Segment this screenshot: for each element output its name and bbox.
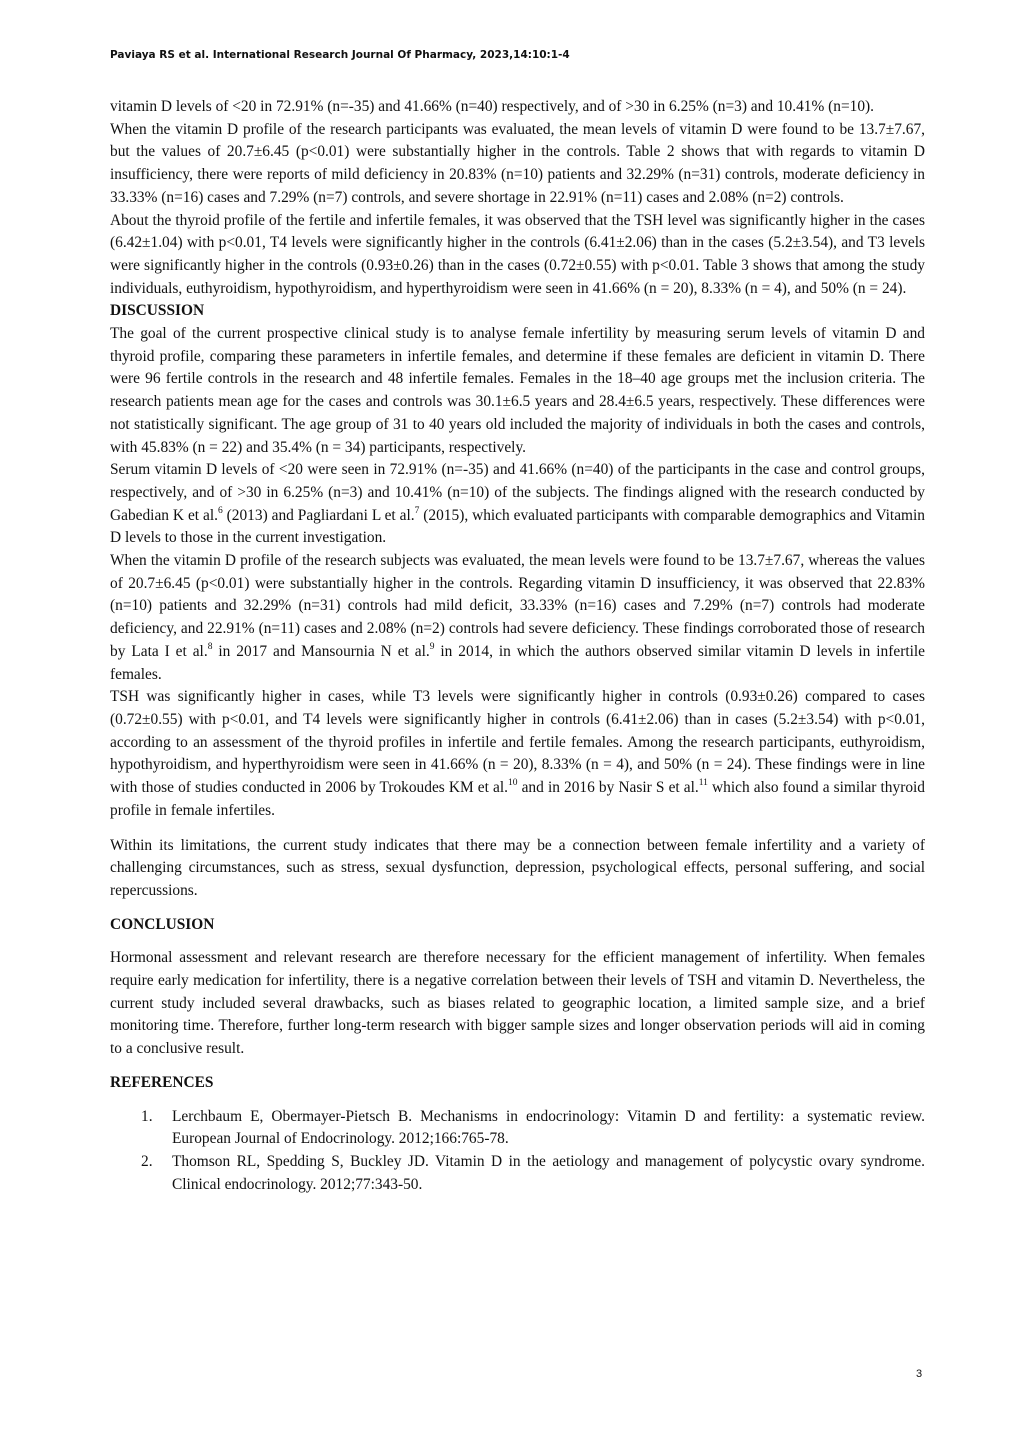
citation-superscript: 10 xyxy=(507,777,518,788)
reference-item xyxy=(110,1106,925,1151)
text-run: (2013) and Pagliardani L et al. xyxy=(222,506,415,524)
results-paragraph-2: When the vitamin D profile of the research participants was evaluated, the mean levels of vitamin D were found to be 13.7±7.67, but the values of 20.7±6.45 (p<0.01) were substantially higher in the controls. Table 2 shows that with regards to vitamin D insufficiency, there were reports of mild deficiency in 20.83% (n=10) patients and 32.29% (n=31) controls, moderate deficiency in 33.33% (n=16) cases and 7.29% (n=7) controls, and severe shortage in 22.91% (n=11) cases and 2.08% (n=2) controls. xyxy=(110,120,925,206)
page-number: 3 xyxy=(916,1368,923,1380)
reference-text: Lerchbaum E, Obermayer-Pietsch B. Mechanisms in endocrinology: Vitamin D and fertility: a systematic review. European Journal of Endocrinology. 2012;166:765-78. xyxy=(172,1107,925,1148)
text-run: (2015), which evaluated participants with comparable demographics and Vitamin D levels to those in the current investigation. xyxy=(110,506,925,547)
text-run: which also found a similar thyroid profile in female infertiles. xyxy=(110,779,925,819)
discussion-paragraph-5: Within its limitations, the current study indicates that there may be a connection between female infertility and a variety of challenging circumstances, such as stress, sexual dysfunction, depression, psychological effects, personal suffering, and social repercussions. xyxy=(110,836,925,899)
references-heading: REFERENCES xyxy=(110,1073,214,1091)
text-run: in 2017 and Mansournia N et al. xyxy=(212,642,430,660)
text-run: and in 2016 by Nasir S et al. xyxy=(517,779,699,797)
reference-number: 1. xyxy=(141,1107,153,1125)
conclusion-heading: CONCLUSION xyxy=(110,915,215,933)
results-paragraph-3: About the thyroid profile of the fertile and infertile females, it was observed that the TSH level was significantly higher in the cases (6.42±1.04) with p<0.01, T4 levels were significantly higher in the controls (6.41±2.06) than in the cases (5.2±3.54), and T3 levels were significantly higher in the controls (0.93±0.26) than in the cases (0.72±0.55) with p<0.01. Table 3 shows that among the study individuals, euthyroidism, hypothyroidism, and hyperthyroidism were seen in 41.66% (n = 20), 8.33% (n = 4), and 50% (n = 24). xyxy=(110,211,925,297)
conclusion-paragraph: Hormonal assessment and relevant research are therefore necessary for the efficient management of infertility. When females require early medication for infertility, there is a negative correlation between their levels of TSH and vitamin D. Nevertheless, the current study included several drawbacks, such as biases related to geographic location, a limited sample size, and a brief monitoring time. Therefore, further long-term research with bigger sample sizes and longer observation periods will aid in coming to a conclusive result. xyxy=(110,949,925,1058)
text-run: Serum vitamin D levels of <20 were seen in 72.91% (n=-35) and 41.66% (n=40) of the participants in the case and control groups, respectively, and of >30 in 6.25% (n=3) and 10.41% (n=10) of the subjects. The findings aligned with the research conducted by Gabedian K et al. xyxy=(110,461,925,524)
citation-superscript: 7 xyxy=(414,505,420,516)
discussion-paragraph-3 xyxy=(110,550,925,686)
running-header: Paviaya RS et al. International Research Journal Of Pharmacy, 2023,14:10:1-4 xyxy=(110,49,570,61)
text-run: When the vitamin D profile of the research subjects was evaluated, the mean levels were found to be 13.7±7.67, whereas the values of 20.7±6.45 (p<0.01) were substantially higher in the controls. Regarding vitamin D insufficiency, it was observed that 22.83% (n=10) patients and 32.29% (n=31) controls had mild deficit, 33.33% (n=16) cases and 7.29% (n=7) controls had moderate deficiency, and 22.91% (n=11) cases and 2.08% (n=2) controls had severe deficiency. These findings corroborated those of research by Lata I et al. xyxy=(110,552,925,660)
reference-item xyxy=(110,1151,925,1196)
text-run: in 2014, in which the authors observed similar vitamin D levels in infertile females. xyxy=(110,642,925,683)
article-body xyxy=(110,96,925,1196)
discussion-heading: DISCUSSION xyxy=(110,302,205,320)
reference-number: 2. xyxy=(141,1152,153,1170)
results-paragraph-1: vitamin D levels of <20 in 72.91% (n=-35) and 41.66% (n=40) respectively, and of >30 in 6.25% (n=3) and 10.41% (n=10). xyxy=(110,98,875,115)
citation-superscript: 6 xyxy=(217,505,223,516)
reference-text: Thomson RL, Spedding S, Buckley JD. Vitamin D in the aetiology and management of polycystic ovary syndrome. Clinical endocrinology. 2012;77:343-50. xyxy=(172,1152,925,1193)
citation-superscript: 8 xyxy=(207,641,213,652)
discussion-paragraph-2 xyxy=(110,459,925,550)
citation-superscript: 11 xyxy=(698,777,708,788)
citation-superscript: 9 xyxy=(429,641,435,652)
discussion-paragraph-4 xyxy=(110,686,925,822)
references-list xyxy=(110,1106,925,1197)
discussion-paragraph-1: The goal of the current prospective clinical study is to analyse female infertility by measuring serum levels of vitamin D and thyroid profile, comparing these parameters in infertile females, and determine if these females are deficient in vitamin D. There were 96 fertile controls in the research and 48 infertile females. Females in the 18–40 age groups met the inclusion criteria. The research patients mean age for the cases and controls was 30.1±6.5 years and 28.4±6.5 years, respectively. These differences were not statistically significant. The age group of 31 to 40 years old included the majority of individuals in both the cases and controls, with 45.83% (n = 22) and 35.4% (n = 34) participants, respectively. xyxy=(110,325,925,456)
text-run: TSH was significantly higher in cases, while T3 levels were significantly higher in controls (0.93±0.26) compared to cases (0.72±0.55) with p<0.01, and T4 levels were significantly higher in controls (6.41±2.06) than in cases (5.2±3.54) with p<0.01, according to an assessment of the thyroid profiles in infertile and fertile females. Among the research participants, euthyroidism, hypothyroidism, and hyperthyroidism were seen in 41.66% (n = 20), 8.33% (n = 4), and 50% (n = 24). These findings were in line with those of studies conducted in 2006 by Trokoudes KM et al. xyxy=(110,688,925,797)
